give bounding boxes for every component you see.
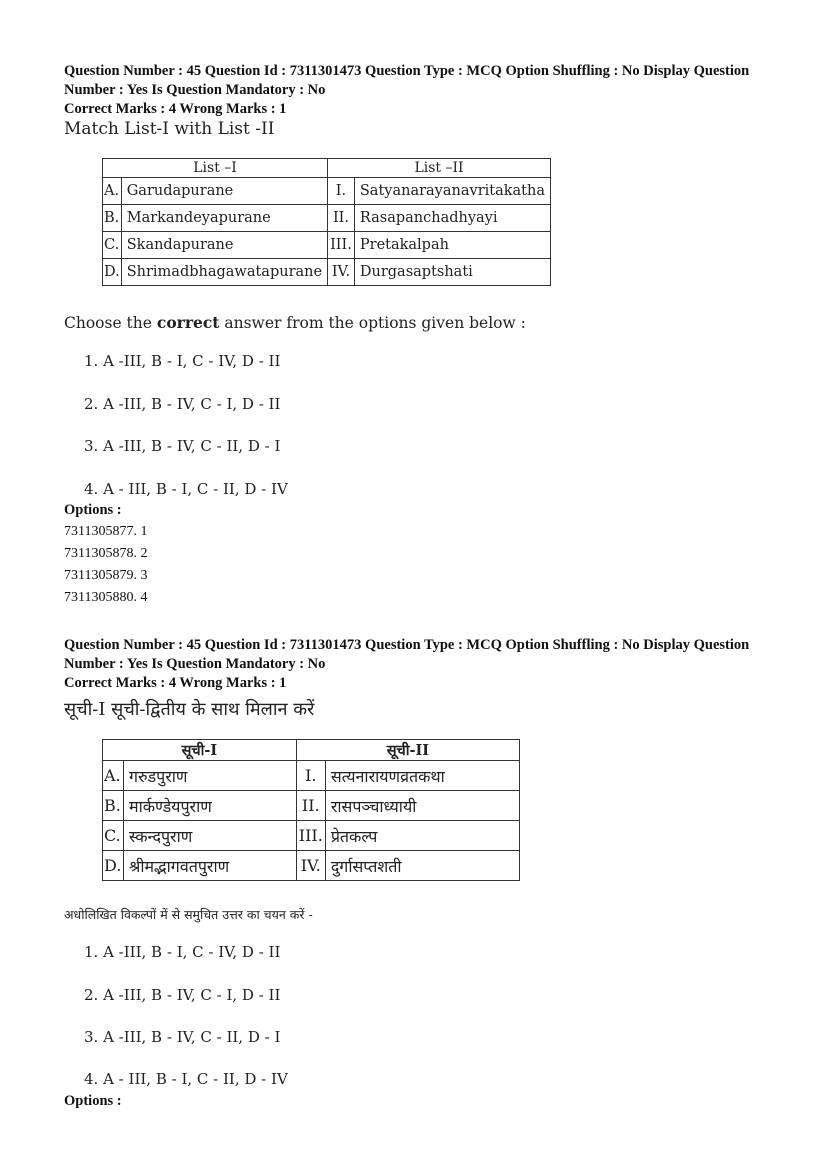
option-id: 7311305878. 2	[64, 546, 148, 561]
row-numeral: II.	[296, 791, 325, 821]
question-meta-line-2: Number : Yes Is Question Mandatory : No	[64, 656, 326, 672]
table-row	[103, 761, 520, 791]
match-table	[102, 739, 520, 881]
table-row	[103, 791, 520, 821]
row-letter: D.	[103, 851, 124, 881]
table-row	[103, 851, 520, 881]
list-2-header: List –II	[328, 159, 551, 178]
match-table-header	[103, 159, 551, 178]
row-numeral: II.	[328, 205, 355, 232]
question-meta	[64, 62, 784, 119]
row-letter: C.	[103, 821, 124, 851]
table-row	[103, 178, 551, 205]
option-id: 7311305877. 1	[64, 524, 148, 539]
choose-instruction: अधोलिखित विकल्पों में से समुचित उत्तर का चयन करें -	[64, 907, 313, 922]
list-2-item: Pretakalpah	[354, 232, 550, 259]
option-id: 7311305880. 4	[64, 590, 148, 605]
answer-option: 3. A -III, B - IV, C - II, D - I	[84, 1028, 281, 1046]
row-letter: D.	[103, 259, 122, 286]
answer-option: 4. A - III, B - I, C - II, D - IV	[84, 1070, 288, 1088]
list-1-item: Garudapurane	[121, 178, 327, 205]
list-2-header: सूची-II	[296, 740, 519, 761]
row-numeral: III.	[296, 821, 325, 851]
row-letter: A.	[103, 761, 124, 791]
row-letter: C.	[103, 232, 122, 259]
choose-text-pre: Choose the	[64, 314, 157, 332]
table-row	[103, 821, 520, 851]
answer-option: 3. A -III, B - IV, C - II, D - I	[84, 437, 281, 455]
table-row	[103, 232, 551, 259]
list-2-item: Durgasaptshati	[354, 259, 550, 286]
list-1-item: Shrimadbhagawatapurane	[121, 259, 327, 286]
question-meta	[64, 636, 784, 693]
row-numeral: I.	[328, 178, 355, 205]
row-letter: B.	[103, 791, 124, 821]
table-row	[103, 259, 551, 286]
question-meta-line-1: Question Number : 45 Question Id : 7311301473 Question Type : MCQ Option Shuffling : No Display Question	[64, 63, 750, 79]
list-2-item: Satyanarayanavritakatha	[354, 178, 550, 205]
row-letter: A.	[103, 178, 122, 205]
answer-option: 1. A -III, B - I, C - IV, D - II	[84, 352, 281, 370]
answer-option: 2. A -III, B - IV, C - I, D - II	[84, 986, 281, 1004]
choose-instruction	[64, 313, 526, 332]
match-table	[102, 158, 551, 286]
question-meta-line-2: Number : Yes Is Question Mandatory : No	[64, 82, 326, 98]
answer-option: 1. A -III, B - I, C - IV, D - II	[84, 943, 281, 961]
list-1-header: सूची-I	[103, 740, 297, 761]
options-label: Options :	[64, 1093, 122, 1109]
list-1-header: List –I	[103, 159, 328, 178]
list-1-item: स्कन्दपुराण	[124, 821, 297, 851]
question-meta-line-1: Question Number : 45 Question Id : 7311301473 Question Type : MCQ Option Shuffling : No Display Question	[64, 637, 750, 653]
question-marks: Correct Marks : 4 Wrong Marks : 1	[64, 101, 287, 117]
question-heading: सूची-I सूची-द्वितीय के साथ मिलान करें	[64, 699, 315, 720]
answer-option: 2. A -III, B - IV, C - I, D - II	[84, 395, 281, 413]
choose-text-post: answer from the options given below :	[219, 314, 526, 332]
row-numeral: III.	[328, 232, 355, 259]
row-letter: B.	[103, 205, 122, 232]
row-numeral: I.	[296, 761, 325, 791]
row-numeral: IV.	[328, 259, 355, 286]
list-1-item: मार्कण्डेयपुराण	[124, 791, 297, 821]
list-2-item: रासपञ्चाध्यायी	[325, 791, 519, 821]
match-table-header	[103, 740, 520, 761]
list-2-item: Rasapanchadhyayi	[354, 205, 550, 232]
list-1-item: Markandeyapurane	[121, 205, 327, 232]
choose-text-bold: correct	[156, 313, 220, 332]
option-id: 7311305879. 3	[64, 568, 148, 583]
list-1-item: श्रीमद्भागवतपुराण	[124, 851, 297, 881]
row-numeral: IV.	[296, 851, 325, 881]
question-heading: Match List-I with List -II	[64, 119, 275, 139]
list-2-item: सत्यनारायणव्रतकथा	[325, 761, 519, 791]
list-2-item: दुर्गासप्तशती	[325, 851, 519, 881]
table-row	[103, 205, 551, 232]
list-2-item: प्रेतकल्प	[325, 821, 519, 851]
list-1-item: गरुडपुराण	[124, 761, 297, 791]
options-label: Options :	[64, 502, 122, 518]
answer-option: 4. A - III, B - I, C - II, D - IV	[84, 480, 288, 498]
question-marks: Correct Marks : 4 Wrong Marks : 1	[64, 675, 287, 691]
list-1-item: Skandapurane	[121, 232, 327, 259]
